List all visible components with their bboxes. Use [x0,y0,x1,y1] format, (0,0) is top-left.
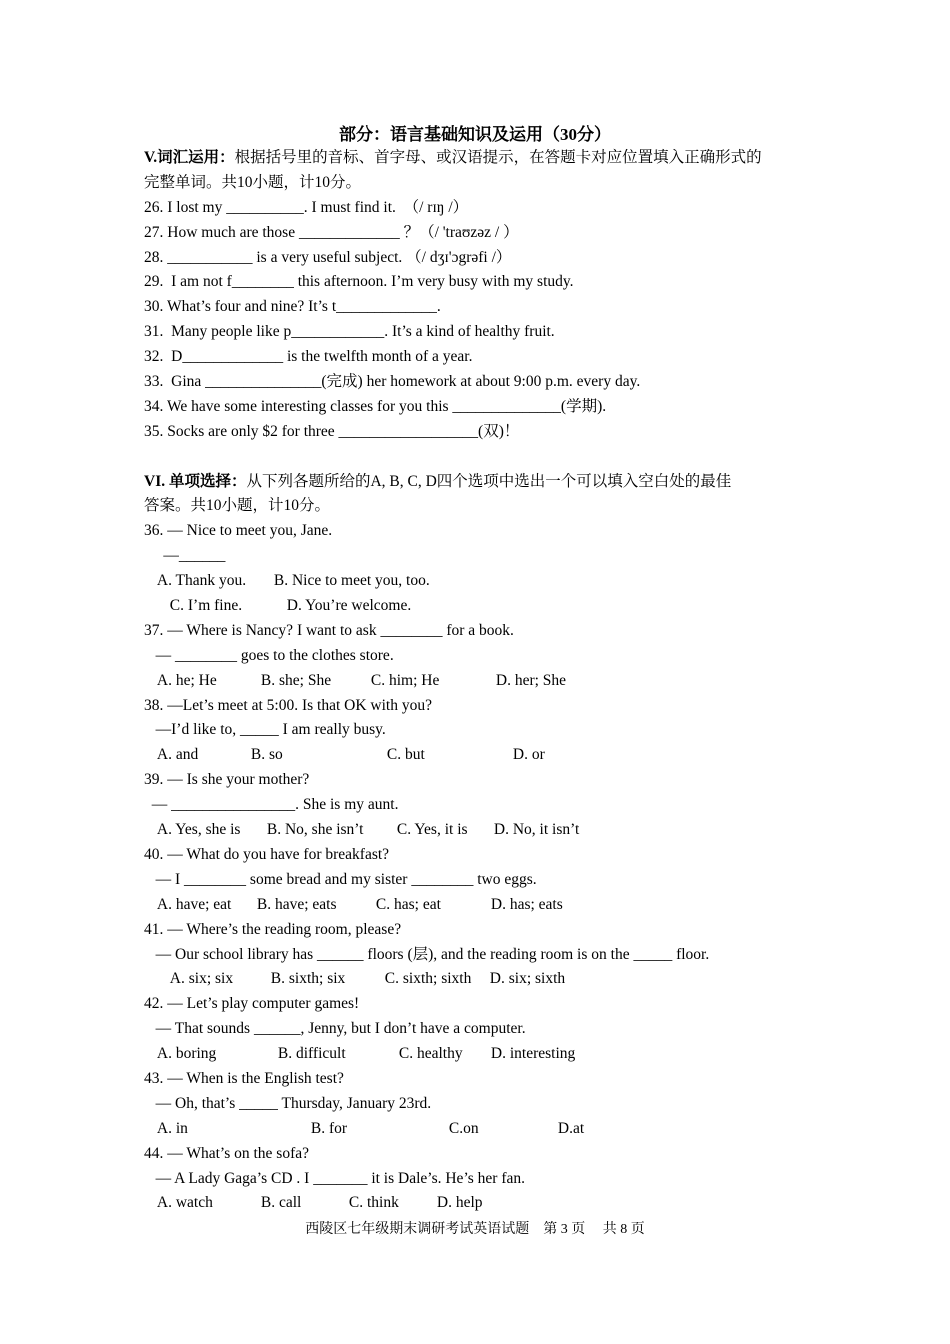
vocab-item: 28. ___________ is a very useful subject. （/ dʒɪ'ɔgrəfi /） [144,248,512,266]
answer-option[interactable]: B. sixth; six [270,970,346,988]
answer-option[interactable]: B. for [310,1119,348,1137]
section5-instr-line1: 根据括号里的音标、首字母、或汉语提示，在答题卡对应位置填入正确形式的 [234,149,762,166]
option-row [144,818,834,843]
question-line: 41. — Where’s the reading room, please? [144,920,402,938]
answer-option[interactable]: D. has; eats [490,895,563,913]
question-line: 36. — Nice to meet you, Jane. [144,522,333,540]
option-row [144,1191,834,1216]
question-block [144,1142,834,1217]
answer-option[interactable]: A. boring [156,1045,217,1063]
vocab-item: 30. What’s four and nine? It’s t_____________. [144,298,441,316]
option-row [144,569,834,594]
question-line: — A Lady Gaga’s CD . I _______ it is Dale’s. He’s her fan. [144,1169,525,1187]
question-block [144,1067,834,1142]
answer-option[interactable]: D. interesting [490,1045,576,1063]
section6-questions [144,519,834,1216]
exam-content [144,146,834,1216]
vocab-item: 31. Many people like p____________. It’s a kind of healthy fruit. [144,323,555,341]
answer-option[interactable]: B. so [250,746,283,764]
question-block [144,519,834,619]
answer-option[interactable]: B. have; eats [256,895,337,913]
question-line: 40. — What do you have for breakfast? [144,845,390,863]
answer-option[interactable]: D. You’re welcome. [286,597,412,615]
vocab-item: 33. Gina _______________(完成) her homework at about 9:00 p.m. every day. [144,373,641,391]
option-row [144,669,834,694]
answer-option[interactable]: D. or [512,746,545,764]
answer-option[interactable]: C. think [348,1194,399,1212]
answer-option[interactable]: A. have; eat [156,895,232,913]
section6-instructions [144,470,834,495]
section5-instr-line2: 完整单词。共10小题，计10分。 [144,173,362,191]
vocab-item: 27. How much are those _____________ ？（/ 'traʊzəz / ） [144,223,519,241]
answer-option[interactable]: A. Yes, she is [156,821,241,839]
section5-heading: V.词汇运用： [144,149,235,166]
question-line: —I’d like to, _____ I am really busy. [144,721,386,739]
option-row [144,1042,834,1067]
question-block [144,918,834,993]
option-row [144,967,834,992]
question-line: 43. — When is the English test? [144,1069,344,1087]
section6-heading: VI. 单项选择： [144,472,247,490]
answer-option[interactable]: D. No, it isn’t [493,821,580,839]
answer-option[interactable]: D. help [436,1194,483,1212]
question-line: — Our school library has ______ floors (层), and the reading room is on the _____ floor. [144,945,710,963]
question-line: — ________________. She is my aunt. [144,796,399,814]
answer-option[interactable]: D. her; She [495,671,567,689]
answer-option[interactable]: B. call [260,1194,302,1212]
section5-instructions [144,146,834,171]
answer-option[interactable]: B. she; She [260,671,332,689]
section6-instr-line1: 从下列各题所给的A, B, C, D四个选项中选出一个可以填入空白处的最佳 [246,472,732,490]
option-row [144,1117,834,1142]
section-spacer [144,445,834,470]
question-block [144,843,834,918]
question-line: 38. —Let’s meet at 5:00. Is that OK with you? [144,696,432,714]
answer-option[interactable]: C. has; eat [375,895,441,913]
question-line: 42. — Let’s play computer games! [144,995,360,1013]
question-line: — Oh, that’s _____ Thursday, January 23rd. [144,1094,432,1112]
question-line: — That sounds ______, Jenny, but I don’t have a computer. [144,1020,526,1038]
answer-option[interactable]: C. Yes, it is [396,821,468,839]
answer-option[interactable]: C. him; He [370,671,440,689]
vocab-item: 29. I am not f________ this afternoon. I’m very busy with my study. [144,273,574,291]
question-block [144,992,834,1067]
question-line: — I ________ some bread and my sister ________ two eggs. [144,870,537,888]
answer-option[interactable]: A. he; He [156,671,217,689]
question-block [144,768,834,843]
section6-instr-line2: 答案。共10小题，计10分。 [144,497,331,515]
section5-items [144,196,834,445]
answer-option[interactable]: B. No, she isn’t [266,821,364,839]
question-line: 37. — Where is Nancy? I want to ask ________ for a book. [144,621,514,639]
vocab-item: 32. D_____________ is the twelfth month of a year. [144,348,473,366]
vocab-item: 26. I lost my __________. I must find it. （/ rɪŋ /） [144,198,469,216]
answer-option[interactable]: C. healthy [398,1045,463,1063]
page-footer: 西陵区七年级期末调研考试英语试题 第 3 页 共 8 页 [305,1222,645,1237]
answer-option[interactable]: A. in [156,1119,188,1137]
answer-option[interactable]: D. six; sixth [489,970,566,988]
vocab-item: 34. We have some interesting classes for you this ______________(学期). [144,397,607,415]
answer-option[interactable]: B. difficult [277,1045,346,1063]
answer-option[interactable]: D.at [557,1119,585,1137]
answer-option[interactable]: A. and [156,746,199,764]
answer-option[interactable]: C. I’m fine. [169,597,243,615]
option-row [144,594,834,619]
answer-option[interactable]: C. sixth; sixth [384,970,472,988]
question-line: 39. — Is she your mother? [144,771,310,789]
question-line: —______ [144,547,226,565]
question-block [144,619,834,694]
answer-option[interactable]: A. six; six [169,970,234,988]
question-block [144,694,834,769]
answer-option[interactable]: A. watch [156,1194,213,1212]
answer-option[interactable]: B. Nice to meet you, too. [273,572,430,590]
question-line: — ________ goes to the clothes store. [144,646,394,664]
answer-option[interactable]: C.on [448,1119,479,1137]
vocab-item: 35. Socks are only $2 for three __________________(双)！ [144,422,520,440]
option-row [144,893,834,918]
answer-option[interactable]: C. but [386,746,425,764]
option-row [144,743,834,768]
page-title: 部分：语言基础知识及运用（30分） [339,125,611,144]
answer-option[interactable]: A. Thank you. [156,572,247,590]
question-line: 44. — What’s on the sofa? [144,1144,310,1162]
